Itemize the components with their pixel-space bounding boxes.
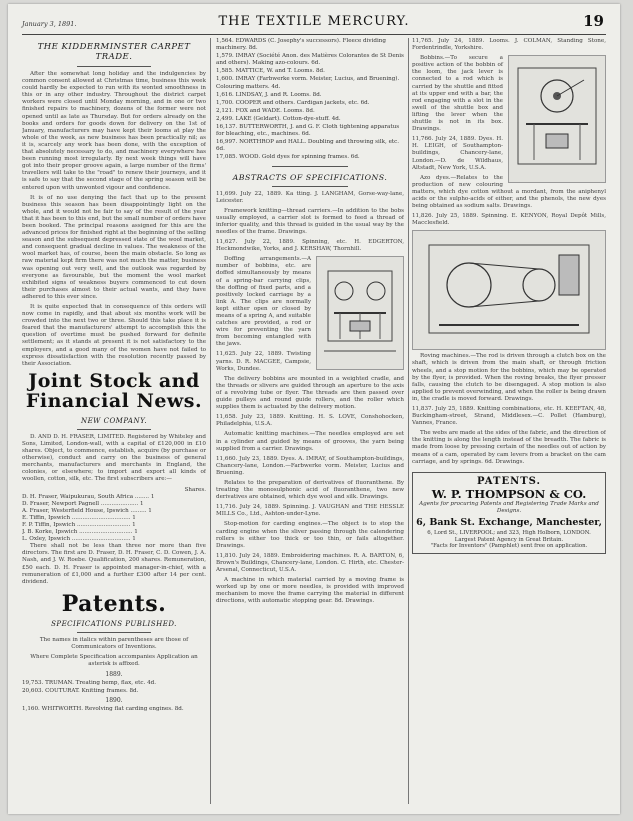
shares-label: Shares. [184,486,206,493]
advert-tagline: Agents for procuring Patents and Registering Trade Marks and Designs. [419,500,599,514]
divider [77,429,151,430]
column-rule-1 [210,38,211,804]
loom-figure [508,55,606,183]
abstract-entry-body: The delivery bobbins are mounted in a weighted cradle, and the threads or slivers are guided through an aperture to the axis of a revolving tube or flyer. The threads are then passed over guide pulleys and round guide rollers, and the roller which supplies them is actuated by the delivery motion. [216,375,404,411]
advert-branches: 6, Lord St., LIVERPOOL; and 323, High Holborn, LONDON. [427,529,591,536]
divider [77,66,151,67]
newspaper-page [8,4,620,814]
divider [272,186,347,187]
spec-entry: 1,579. IMRAY (Société Anon. des Matières Colorantes de St Denis and others). Making azo-colours. 6d. [216,53,404,67]
divider [272,166,347,167]
advert-claim: Largest Patent Agency in Great Britain. [454,536,564,543]
column-rule-2 [408,38,409,804]
abstract-entry-body: Framework knitting—thread carriers.—In addition to the bobs usually employed, a carrier slot is formed to feed a thread of inferior quality, and this thread is guided in the usual way by the needles of the frame. Drawings. [216,207,404,235]
abstract-entry-body: Stop-motion for carding engines.—The object is to stop the carding engine when the sliver passing through the calendering rollers is either too thick or too thin, or fails altogether. Drawings. [216,521,404,549]
spec-entry: 1,700. COOPER and others. Cardigan jackets, etc. 6d. [216,99,370,106]
spec-entry: 2,499. LAKE (Geldart). Cotton-dye-stuff. 4d. [216,115,341,122]
kidder-paragraph-3: It is quite expected that in consequence of this orders will now come in rapidly, and that about six months work will be crowded into the next two or three. Should this take place it is feared that the manufacturers' attempt to accomplish this the question of overtime must be pushed forward for definite settlement; as it stands at present it is not satisfactory to the employers, and a good many of the women have not failed to express dissatisfaction with the resolution recently passed by their Association. [22,304,206,367]
issue-date: January 3, 1891. [22,20,77,28]
advert-pamphlet: "Facts for Inventors" (Pamphlet) sent free on application. [430,543,588,550]
year-1889: 1889. [105,671,123,679]
spec-entry: 2,121. FOX and WADE. Looms. 8d. [216,107,315,114]
abstract-entry-body: Automatic knitting machines.—The needles employed are set in a cylinder and guided by means of grooves, the yarn being supplied from a carrier. Drawings. [216,431,404,452]
column-1 [22,38,206,806]
divider [77,632,151,633]
new-company-heading: NEW COMPANY. [80,416,148,425]
loom-drawing-icon [512,60,602,178]
year-1890: 1890. [105,697,123,705]
abstract-entry-title: 11,627. July 22, 1889. Spinning, etc. H. EDGERTON, Heckmondwike, Yorks, and J. KERSHAW, Thornhill. [216,239,404,253]
specs-note-2: Where Complete Specification accompanies Application an asterisk is affixed. [30,654,198,668]
spec-entry: 1,160. WHITWORTH. Revolving flat carding engines. 8d. [22,706,184,713]
abstract-entry-title: 11,826. July 25, 1889. Spinning. E. KENYON, Royal Depôt Mills, Macclesfield. [412,213,606,227]
spec-entry: 1,564. EDWARDS (C. Josephy's successors). Fleece dividing machinery. 8d. [216,38,386,52]
patents-heading: Patents. [61,590,167,617]
page-number: 19 [583,12,604,30]
abstract-entry-title: 11,766. July 24, 1889. Dyes. H. H. LEIGH, of Southampton-buildings, Chancery-lane, London.—D. de Wildhaus, Altstadt, New York, U.S.A. [412,136,503,171]
machine-drawing-icon [320,261,400,365]
abstract-entry-title: 11,810. July 24, 1889. Embroidering machines. R. A. BARTON, 6, Brown's Buildings, Chancery-lane, London. C. Hirth, etc. Chester-Arsenal, Connecticut, U.S.A. [216,552,404,573]
patent-agent-advert [412,472,606,554]
subscriber-row: J. B. Korke, Ipswich .............................. 1 [22,529,138,536]
joint-stock-heading: Joint Stock and Financial News. [25,369,203,412]
company-text: D. AND D. H. FRASER, LIMITED. Registered by Whiteley and Sons, Limited, London-wall, with a capital of £120,000 in £10 shares. Object, to commence, establish, acquire (by purchase or otherwise), conduct and carry on the business of general merchants, manufacturers and merchants in England, the colonies, or elsewhere; to import and export all kinds of woollen, cotton, silk, etc. The first subscribers are:— [22,433,206,483]
subscriber-row: F. P. Tiffin, Ipswich .............................. 1 [22,521,136,528]
specs-published-heading: SPECIFICATIONS PUBLISHED. [51,619,177,628]
roving-machine-figure [412,230,606,350]
kidder-paragraph-2: It is of no use denying the fact that up to the present business this season has been disappointingly light on the whole, and it would not be fair to say of the result of the year that it has been to this end, but the small number of orders have been booked. The principal reasons assigned for this are the advanced prices for finished right at the beginning of the selling season and the subsequent depressed state of the wool market, and consequent gradual decline in values. The weakness of the wool market has, of course, been the main obstacle. So long as raw material kept firm there was not much the matter, business was opening out very well, and the outlook was regarded by everyone as favourable, but the moment the wool market exhibited signs of weakness buyers commenced to cut down their purchases almost to their actual wants, and they have adhered to this ever since. [22,194,206,300]
subscriber-row: L. Oxley, Ipswich ................................. 1 [22,536,136,543]
abstract-entry-body: A machine in which material carried by a moving frame is worked up by one or more needles, is provided with improved mechanism to move the frame carrying the material in different directions, with automatic stopping gear. 8d. Drawings. [216,577,404,605]
spec-entry: 16,137. BUTTERWORTH, J. and G. F. Cloth tightening apparatus for bleaching, etc., machines. 6d. [216,124,400,138]
column-3 [412,38,606,806]
advert-firm-name: W. P. THOMPSON & CO. [431,486,587,501]
abstract-entry-title: 11,699. July 22, 1889. Ka tting. J. LANGHAM, Gorse-way-lane, Leicester. [216,190,404,204]
abstract-entry-body: Relates to the preparation of derivatives of fluoranthene. By treating the monosulphonic acid of fluoranthene, two new derivatives are obtained, which dye wool and silk. Drawings. [216,479,404,501]
spec-entry: 1,600. IMRAY (Farbwerke vorm. Meister, Lucius, and Bruening). Colouring matters. 4d. [216,76,400,90]
spec-entry: 20,603. COUTURAT. Knitting frames. 8d. [22,688,139,695]
abstracts-heading: ABSTRACTS OF SPECIFICATIONS. [232,172,388,182]
advert-address: 6, Bank St. Exchange, Manchester, [416,516,602,528]
doffing-machine-figure [316,256,404,370]
running-header [22,12,606,35]
spec-entry: 17,085. WOOD. Gold dyes for spinning frames. 6d. [216,154,360,161]
specs-note: The names in italics within parentheses are those of Communicators of Inventions. [39,636,189,650]
abstract-entry-body: Doffing arrangements.—A number of bobbins, etc. are doffed simultaneously by means of a spring-bar carrying clips, the doffing of fixed parts, and a positively locked carriage by a link A. The clips are normally kept either open or closed by means of a spring A, and suitable catches are provided, a rod or wire for preventing the yarn from becoming entangled with the jaws. [216,256,311,348]
abstract-entry-body: Roving machines.—The rod is driven through a clutch box on the shaft, which is driven from the main shaft, or through friction wheels, and a stop motion for the bobbins, which may be operated by the flyer, is provided. When the roving breaks, the flyer presser falls, causing the clutch to be disengaged. A stop motion is also applied to prevent overwinding, and when the roller is being drawn in, the cradle is moved forward. Drawings. [412,353,606,402]
abstract-entry-title: 11,658. July 23, 1889. Knitting. H. S. LOVE, Conshohocken, Philadelphia, U.S.A. [216,414,404,428]
kidderminster-heading: THE KIDDERMINSTER CARPET TRADE. [37,42,191,62]
column-2 [216,38,404,806]
abstract-entry-body: Azo dyes.—Relates to the production of new colouring matters, which dye cotton without a mordant, from the aniphenyl acids or the sulpho-acids of either, and the phenols, the new dyes being obtained as sodium salts. Drawings. [412,174,606,210]
subscriber-row: A. Fraser, Westerfield House, Ipswich ......... 1 [22,507,152,514]
abstract-entry-body: The webs are made at the sides of the fabric, and the direction of the knitting is along the length instead of the breadth. The fabric is made from loose by pressing certain of the needles out of action by means of a cam, operated by cam levers from a bracket on the cam carriage, and by springs. 6d. Drawings. [412,430,606,465]
abstract-entry-title: 11,837. July 25, 1889. Knitting combinations, etc. H. KEEFTAN, 48, Buckingham-street, Strand, Middlesex.—C. Pollet (Hamburg), Vannes, France. [412,406,606,427]
advert-patents: PATENTS. [477,475,541,487]
subscriber-list [22,487,206,544]
subscriber-row: E. Tiffin, Ipswich ................................. 1 [22,514,136,521]
spec-entry: 16,997. NORTHROP and HALL. Doubling and throwing silk, etc. 6d. [216,139,400,153]
spec-entry: 19,753. TRUMAN. Treating hemp, flax, etc. 4d. [22,680,156,687]
subscriber-row: D. Fraser, Newport Pagnell ..................... 1 [22,500,144,507]
abstract-entry-title: 11,660. July 23, 1889. Dyes. A. IMRAY, of Southampton-buildings, Chancery-lane, London.—Farbwerke vorm. Meister, Lucius and Bruening. [216,455,404,476]
abstract-entry-body: Bobbins.—To secure a positive action of the bobbin of the loom, the jack lever is connected to a rod which is carried by the shuttle and fitted at its upper end with a bar, the rod engaging with a slot in the swell of the shuttle box and lifting the lever when the shuttle is not in its box. Drawings. [412,55,503,133]
spec-entry: 1,616. LINDSAY, J. and R. Looms. 8d. [216,91,322,98]
abstract-entry-title: 11,625. July 22, 1889. Twisting yarns. D. R. MACGEE, Campsie, Works, Dundee. [216,351,311,372]
kidder-paragraph-1: After the somewhat long holiday and the indulgencies by common consent allowed at Christmas time, business this week could hardly be expected to run with its wonted smoothness in this or in any other industry. Throughout the district carpet workers were closed until Monday morning, and in one or two finished repairs to machinery, dozens of the former were not opened until as late as Thursday. But for orders already on the books and orders for goods down for delivery on the 1st of January, manufacturers may have kept their looms at play the whole of the week, as new business has been practically nil; as it is, scarcely any work has been done, with the exception of that absolutely necessary to do, and machinery everywhere has been running most irregularly. By next week things will have got into their proper groove again, a large number of the firms' travellers will take to the "road" to renew their journeys, and it is safe to say that the second stage of the spring season will be entered upon with unwonted vigour and confidence. [22,71,206,191]
subscriber-row: D. H. Fraser, Waipukurau, South Africa ........ 1 [22,493,155,500]
roving-machine-drawing-icon [419,235,599,345]
abstract-entry-title: 11,765. July 24, 1889. Looms. J. COLMAN, Standing Stone, Fordentrindle, Yorkshire. [412,38,606,52]
company-after: There shall not be less than three nor more than five directors. The first are D. Fraser, D. H. Fraser, C. D. Cowen, J. A. Nash, and J. W. Roebe. Qualification, 200 shares. Remuneration, £50 each. D. H. Fraser is appointed manager-in-chief, with a remuneration of £1,000 and a further £300 after 14 per cent. dividend. [22,543,206,585]
masthead-title: THE TEXTILE MERCURY. [218,14,410,29]
abstract-entry-title: 11,716. July 24, 1889. Spinning. J. VAUGHAN and THE HESSLE MILLS Co., Ltd., Ashton-under-Lyne. [216,504,404,518]
spec-entry: 1,585. MATTICE, W. and T. Looms. 8d. [216,68,325,75]
